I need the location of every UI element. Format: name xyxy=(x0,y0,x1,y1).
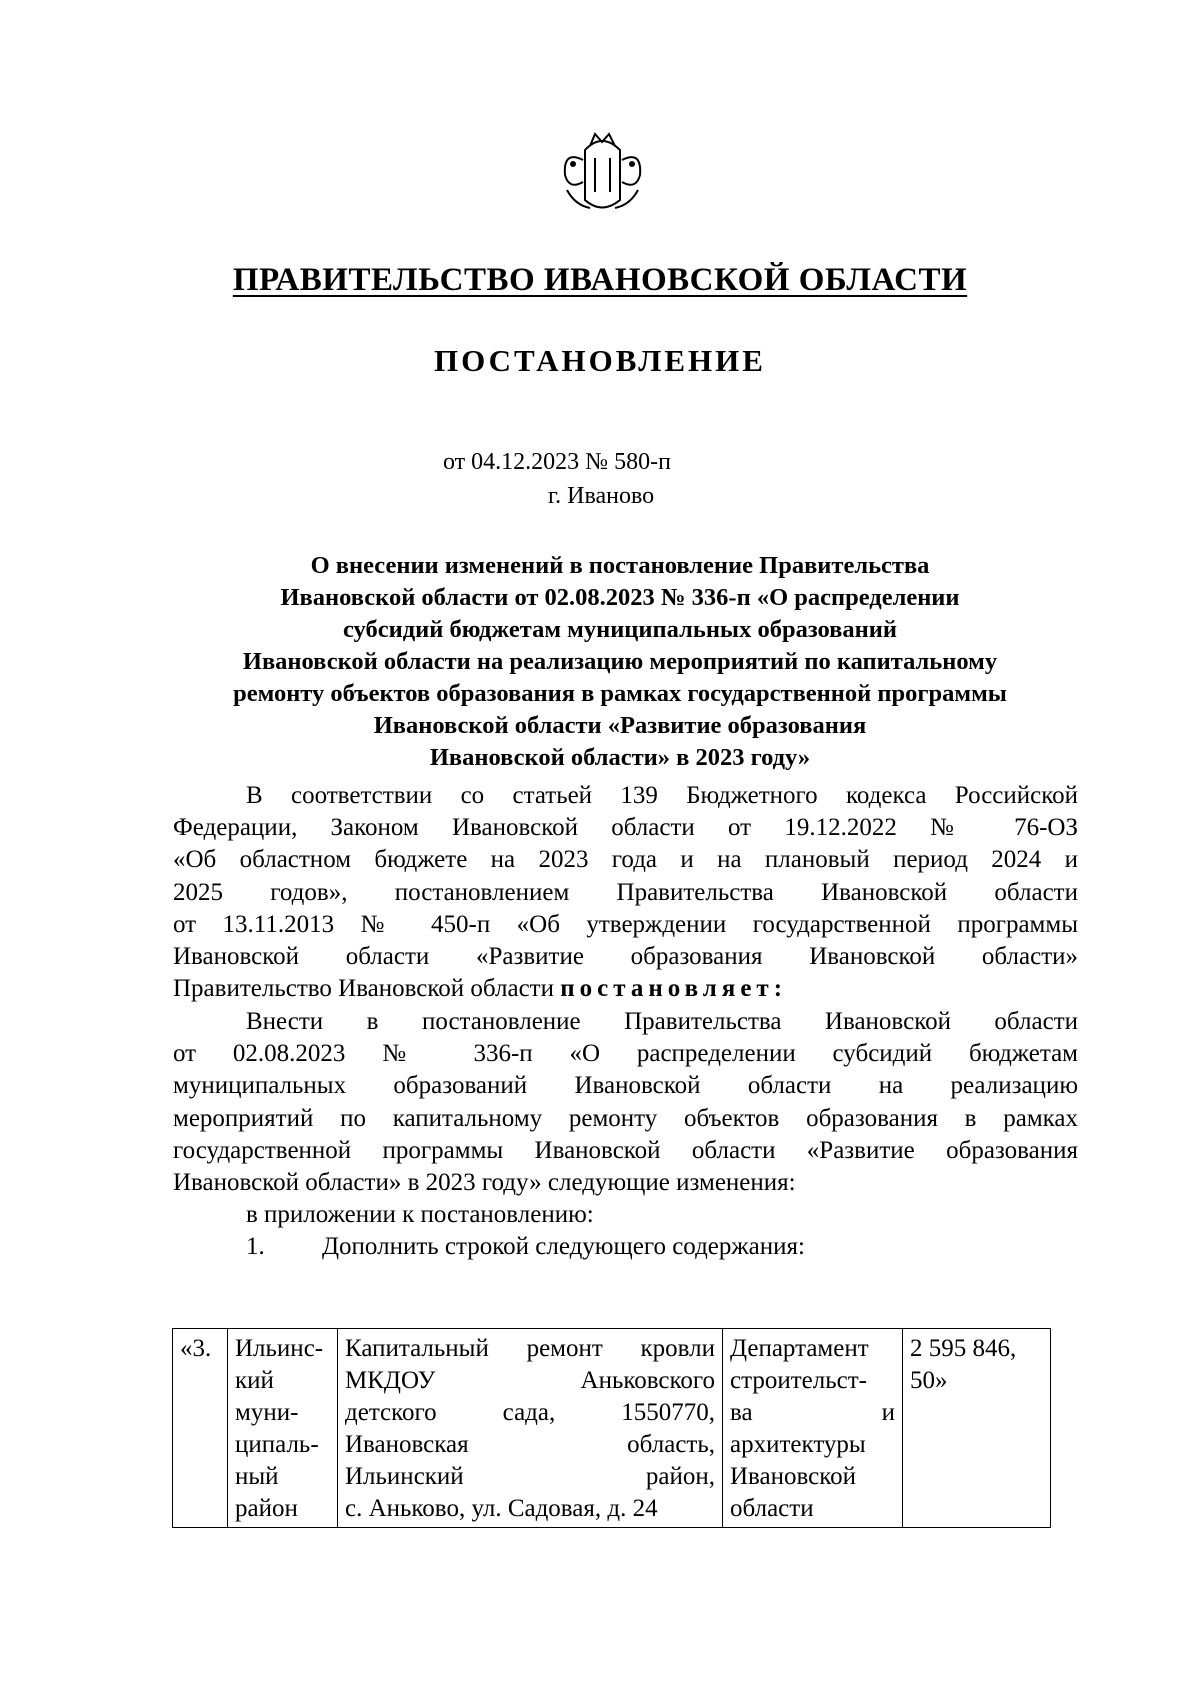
cell-line: с. Аньково, ул. Садовая, д. 24 xyxy=(345,1495,658,1522)
table-row xyxy=(173,1329,1051,1528)
amendment-table xyxy=(172,1328,1051,1528)
document-city: г. Иваново xyxy=(548,483,655,509)
title-line: Ивановской области от 02.08.2023 № 336-п «О распределении xyxy=(280,584,960,611)
document-date-number: от 04.12.2023 № 580-п xyxy=(443,449,671,475)
cell-line: ципаль- xyxy=(235,1431,319,1458)
amendment-paragraph xyxy=(173,1006,1078,1264)
cell-line: муни- xyxy=(235,1399,299,1426)
cell-line: Капитальный ремонт кровли xyxy=(345,1335,715,1362)
cell-line: Департамент xyxy=(730,1335,869,1362)
coat-of-arms-icon xyxy=(555,120,650,220)
paragraph-line: Ивановской области» в 2023 году» следующие изменения: xyxy=(173,1168,796,1196)
paragraph-line: Ивановской области «Развитие образования Ивановской области» xyxy=(173,942,1078,970)
item-text: Дополнить строкой следующего содержания: xyxy=(322,1233,805,1261)
cell-line: Ивановской xyxy=(730,1463,857,1490)
paragraph-line: муниципальных образований Ивановской области на реализацию xyxy=(173,1072,1078,1100)
preamble-tail: Правительство Ивановской области xyxy=(173,975,561,1003)
document-type: ПОСТАНОВЛЕНИЕ xyxy=(434,343,766,378)
preamble-paragraph xyxy=(173,780,1078,1005)
paragraph-line xyxy=(173,973,1078,1005)
cell-line: строительст- xyxy=(730,1367,867,1394)
title-line: Ивановской области» в 2023 году» xyxy=(429,744,811,771)
cell-line: 2 595 846, xyxy=(910,1335,1017,1362)
appendix-line: в приложении к постановлению: xyxy=(246,1201,594,1229)
title-line: Ивановской области «Развитие образования xyxy=(373,712,867,739)
title-line: субсидий бюджетам муниципальных образований xyxy=(342,616,897,643)
cell-line: детского сада, 1550770, xyxy=(345,1399,715,1426)
cell-line: ный xyxy=(235,1463,279,1490)
row-number: «3. xyxy=(180,1335,212,1362)
paragraph-line: государственной программы Ивановской области «Развитие образования xyxy=(173,1136,1078,1164)
cell-line: Ильинский район, xyxy=(345,1463,715,1490)
cell-object xyxy=(338,1329,723,1528)
paragraph-line: Федерации, Законом Ивановской области от 19.12.2022 № 76-ОЗ xyxy=(173,814,1078,842)
cell-line: район xyxy=(235,1495,298,1522)
paragraph-line: 2025 годов», постановлением Правительства Ивановской области xyxy=(173,878,1078,906)
document-title xyxy=(160,550,1080,774)
government-name: ПРАВИТЕЛЬСТВО ИВАНОВСКОЙ ОБЛАСТИ xyxy=(232,262,968,298)
decree-word: постановляет: xyxy=(560,975,788,1003)
paragraph-line: В соответствии со статьей 139 Бюджетного кодекса Российской xyxy=(246,782,1078,809)
cell-line: Ивановская область, xyxy=(345,1431,715,1458)
item-number: 1. xyxy=(246,1233,265,1261)
title-line: О внесении изменений в постановление Правительства xyxy=(310,552,930,579)
paragraph-line: мероприятий по капитальному ремонту объектов образования в рамках xyxy=(173,1104,1078,1132)
cell-line: области xyxy=(730,1495,814,1522)
paragraph-line: «Об областном бюджете на 2023 года и на плановый период 2024 и xyxy=(173,846,1078,874)
cell-amount xyxy=(903,1329,1051,1528)
cell-number xyxy=(173,1329,228,1528)
title-line: Ивановской области на реализацию мероприятий по капитальному xyxy=(242,648,998,675)
cell-line: архитектуры xyxy=(730,1431,866,1458)
cell-line: МКДОУ Аньковского xyxy=(345,1367,715,1394)
cell-line: 50» xyxy=(910,1367,948,1394)
cell-line: кий xyxy=(235,1367,274,1394)
paragraph-line: от 13.11.2013 № 450-п «Об утверждении государственной программы xyxy=(173,910,1078,938)
paragraph-line: Внести в постановление Правительства Ивановской области xyxy=(246,1008,1078,1035)
cell-department xyxy=(723,1329,903,1528)
cell-district xyxy=(228,1329,338,1528)
paragraph-line: от 02.08.2023 № 336-п «О распределении субсидий бюджетам xyxy=(173,1040,1078,1068)
cell-line: Ильинс- xyxy=(235,1335,324,1362)
cell-line: ва и xyxy=(730,1399,895,1426)
title-line: ремонту объектов образования в рамках государственной программы xyxy=(233,680,1007,707)
item-line xyxy=(173,1231,1078,1263)
